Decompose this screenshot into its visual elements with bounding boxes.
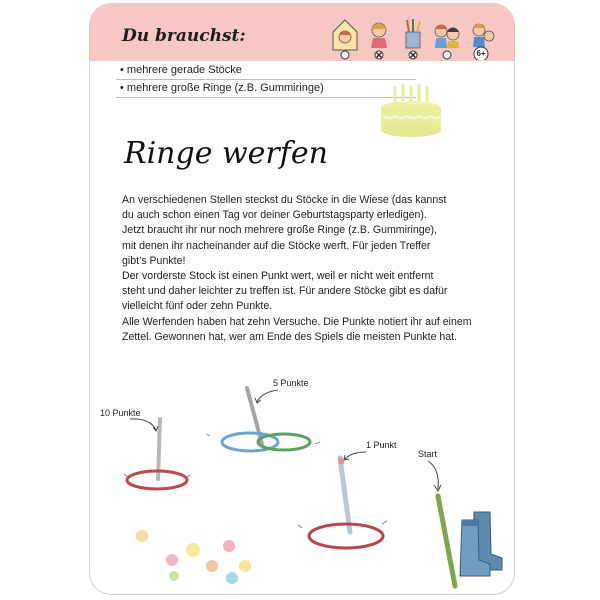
- text-line: gibt’s Punkte!: [122, 254, 186, 267]
- text-line: Zettel. Gewonnen hat, wer am Ende des Spiels die meisten Punkte hat.: [122, 330, 458, 343]
- instructions-text: [122, 193, 492, 345]
- age-badge-icon: [466, 14, 496, 60]
- birthday-cake-icon: [375, 82, 447, 144]
- text-line: Der vorderste Stock ist einen Punkt wert, weil er nicht weit entfernt: [122, 270, 434, 283]
- label-1-point: 1 Punkt: [366, 440, 397, 450]
- materials-list: [116, 62, 416, 98]
- text-line: An verschiedenen Stellen steckst du Stöcke in die Wiese (das kannst: [122, 194, 447, 206]
- need-title: Du brauchst:: [122, 26, 246, 46]
- text-line: Alle Werfenden haben hat zehn Versuche. Die Punkte notiert ihr auf einem: [122, 315, 472, 328]
- header-band: [90, 4, 514, 61]
- text-line: mit denen ihr nacheinander auf die Stöcke werft. Für jeden Treffer: [122, 239, 431, 252]
- text-line: du auch schon einen Tag vor deiner Geburtstagsparty erledigen).: [122, 209, 427, 222]
- list-item: • mehrere große Ringe (z.B. Gummiringe): [116, 80, 416, 98]
- house-person-icon: [330, 14, 360, 60]
- list-item: • mehrere gerade Stöcke: [116, 62, 416, 80]
- category-icons: [330, 14, 496, 60]
- label-start: Start: [418, 449, 438, 459]
- stick-1-point: [298, 458, 387, 548]
- text-line: steht und daher leichter zu treffen ist. Für andere Stöcke gibt es dafür: [122, 285, 448, 298]
- label-10-points: 10 Punkte: [100, 408, 141, 418]
- age-badge: 6+: [476, 49, 486, 58]
- ring-toss-illustration: [90, 364, 515, 595]
- game-card: [89, 3, 515, 595]
- text-line: vielleicht fünf oder zehn Punkte.: [122, 300, 273, 313]
- text-line: Jetzt braucht ihr nur noch mehrere große Ringe (z.B. Gummiringe),: [122, 224, 437, 237]
- children-group-icon: [432, 14, 462, 60]
- rubber-boots-icon: [460, 512, 502, 576]
- page-title: Ringe werfen: [124, 136, 328, 171]
- girl-icon: [364, 14, 394, 60]
- confetti-balls: [136, 530, 251, 584]
- label-5-points: 5 Punkte: [273, 378, 309, 388]
- stick-5-points: [206, 388, 320, 451]
- craft-tools-icon: [398, 14, 428, 60]
